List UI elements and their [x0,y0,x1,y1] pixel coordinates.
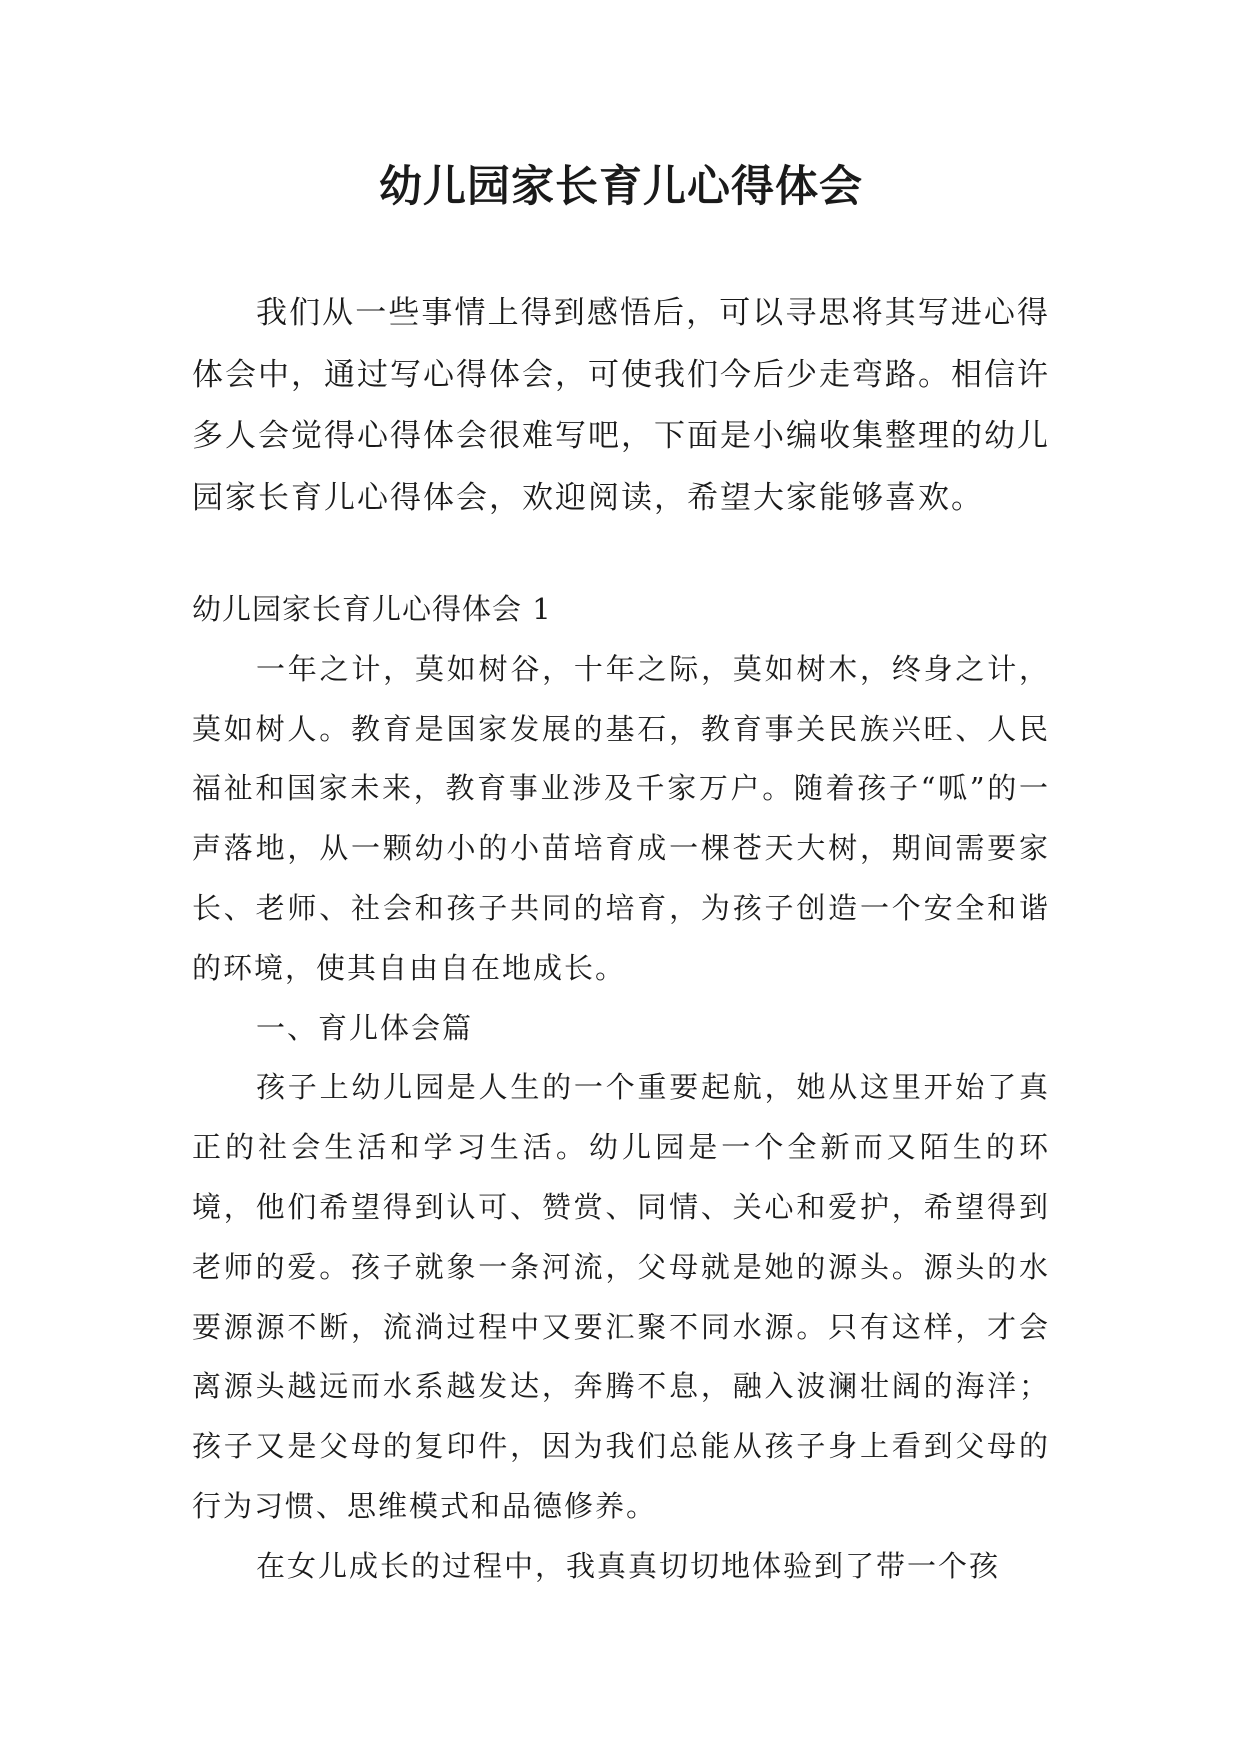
body-paragraph: 一年之计，莫如树谷，十年之际，莫如树木，终身之计，莫如树人。教育是国家发展的基石，教育事关民族兴旺、人民福祉和国家未来，教育事业涉及千家万户。随着孩子“呱”的一声落地，从一颗幼小的小苗培育成一棵苍天大树，期间需要家长、老师、社会和孩子共同的培育，为孩子创造一个安全和谐的环境，使其自由自在地成长。 [192,651,1050,985]
body-paragraph: 在女儿成长的过程中，我真真切切地体验到了带一个孩 [256,1548,1001,1583]
document-body [192,580,1050,1597]
subsection-heading: 一、育儿体会篇 [256,1010,474,1045]
intro-paragraph: 我们从一些事情上得到感悟后，可以寻思将其写进心得体会中，通过写心得体会，可使我们今后少走弯路。相信许多人会觉得心得体会很难写吧，下面是小编收集整理的幼儿园家长育儿心得体会，欢迎阅读，希望大家能够喜欢。 [192,295,1050,516]
document-title: 幼儿园家长育儿心得体会 [379,162,863,212]
body-paragraph: 孩子上幼儿园是人生的一个重要起航，她从这里开始了真正的社会生活和学习生活。幼儿园是一个全新而又陌生的环境，他们希望得到认可、赞赏、同情、关心和爱护，希望得到老师的爱。孩子就象一条河流，父母就是她的源头。源头的水要源源不断，流淌过程中又要汇聚不同水源。只有这样，才会离源头越远而水系越发达，奔腾不息，融入波澜壮阔的海洋；孩子又是父母的复印件，因为我们总能从孩子身上看到父母的行为习惯、思维模式和品德修养。 [192,1070,1050,1523]
section-heading: 幼儿园家长育儿心得体会 1 [192,592,552,626]
